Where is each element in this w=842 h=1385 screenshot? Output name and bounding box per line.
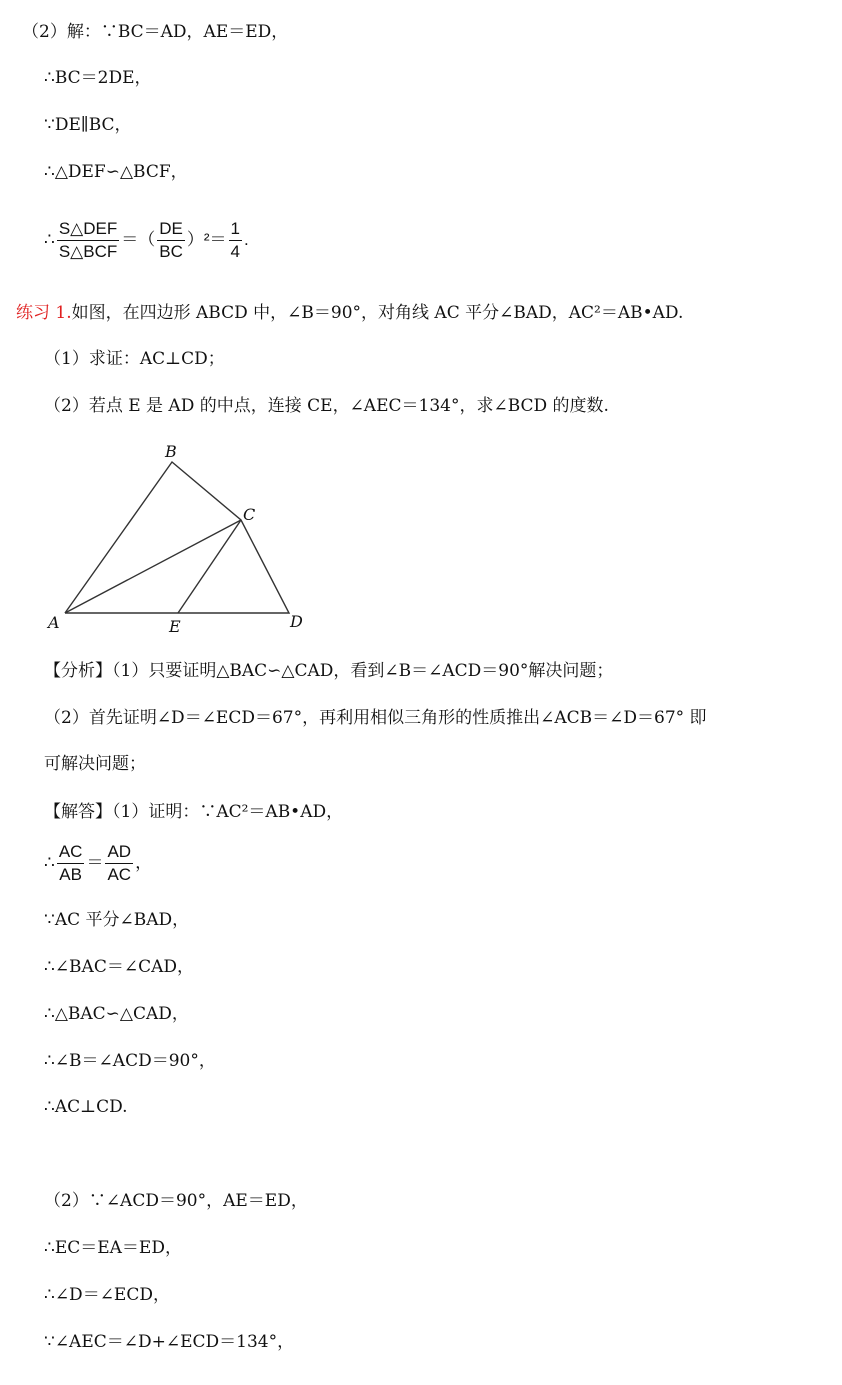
solution-line: ∵DE∥BC， [44, 115, 132, 135]
label-e: E [169, 617, 181, 636]
fraction-numerator: AD [105, 841, 133, 864]
therefore-symbol: ∴ [44, 230, 55, 249]
analysis-line: 可解决问题； [44, 754, 146, 774]
quadrilateral-abcd [65, 462, 289, 613]
fraction-numerator: DE [157, 218, 185, 241]
fraction-denominator: AB [59, 865, 82, 885]
fraction-denominator: S△BCF [58, 242, 118, 262]
answer-line: 【解答】（1）证明：∵AC²＝AB•AD， [44, 802, 344, 822]
exercise-text: 如图，在四边形 ABCD 中，∠B＝90°，对角线 AC 平分∠BAD，AC²＝AB•AD. [71, 303, 684, 323]
power: ）²＝ [186, 230, 227, 249]
period: . [244, 230, 249, 249]
answer-line: ∴EC＝EA＝ED， [44, 1238, 182, 1258]
ratio-formula [44, 840, 152, 886]
label-b: B [165, 442, 177, 461]
analysis-line: 【分析】（1）只要证明△BAC∽△CAD，看到∠B＝∠ACD＝90°解决问题； [44, 661, 614, 681]
question-1: （1）求证：AC⊥CD； [44, 349, 225, 369]
label-a: A [48, 613, 60, 632]
label-c: C [243, 505, 256, 524]
area-ratio-formula [44, 215, 249, 265]
answer-line: （2）∵∠ACD＝90°，AE＝ED， [44, 1191, 308, 1211]
question-2: （2）若点 E 是 AD 的中点，连接 CE，∠AEC＝134°，求∠BCD 的度数. [44, 396, 609, 416]
answer-line: ∴∠BAC＝∠CAD， [44, 957, 194, 977]
answer-line: ∴AC⊥CD. [44, 1097, 128, 1117]
exercise-statement [16, 303, 683, 323]
fraction-denominator: AC [107, 865, 132, 885]
analysis-line: （2）首先证明∠D＝∠ECD＝67°，再利用相似三角形的性质推出∠ACB＝∠D＝67° 即 [44, 708, 707, 728]
answer-line: ∴∠D＝∠ECD， [44, 1285, 170, 1305]
answer-line: ∵∠AEC＝∠D+∠ECD＝134°， [44, 1332, 295, 1352]
therefore-symbol: ∴ [44, 853, 55, 872]
exercise-label: 练习 1. [16, 303, 72, 323]
diagonal-ac [65, 520, 241, 613]
solution-line: ∴△DEF∽△BCF， [44, 162, 188, 182]
equals: ＝ [86, 853, 104, 872]
fraction-denominator: BC [159, 242, 183, 262]
fraction-denominator: 4 [230, 242, 241, 262]
answer-line: ∴△BAC∽△CAD， [44, 1004, 189, 1024]
answer-line: ∴∠B＝∠ACD＝90°， [44, 1051, 216, 1071]
fraction-numerator: 1 [229, 218, 242, 241]
fraction-numerator: AC [57, 841, 85, 864]
answer-line: ∵AC 平分∠BAD， [44, 910, 190, 930]
fraction-numerator: S△DEF [57, 218, 119, 241]
comma: ， [135, 853, 153, 872]
geometry-figure [0, 430, 340, 640]
segment-ce [178, 520, 241, 613]
solution-line: （2）解：∵BC＝AD，AE＝ED， [22, 22, 289, 42]
equals: ＝（ [121, 230, 156, 249]
label-d: D [290, 612, 303, 631]
solution-line: ∴BC＝2DE， [44, 68, 152, 88]
